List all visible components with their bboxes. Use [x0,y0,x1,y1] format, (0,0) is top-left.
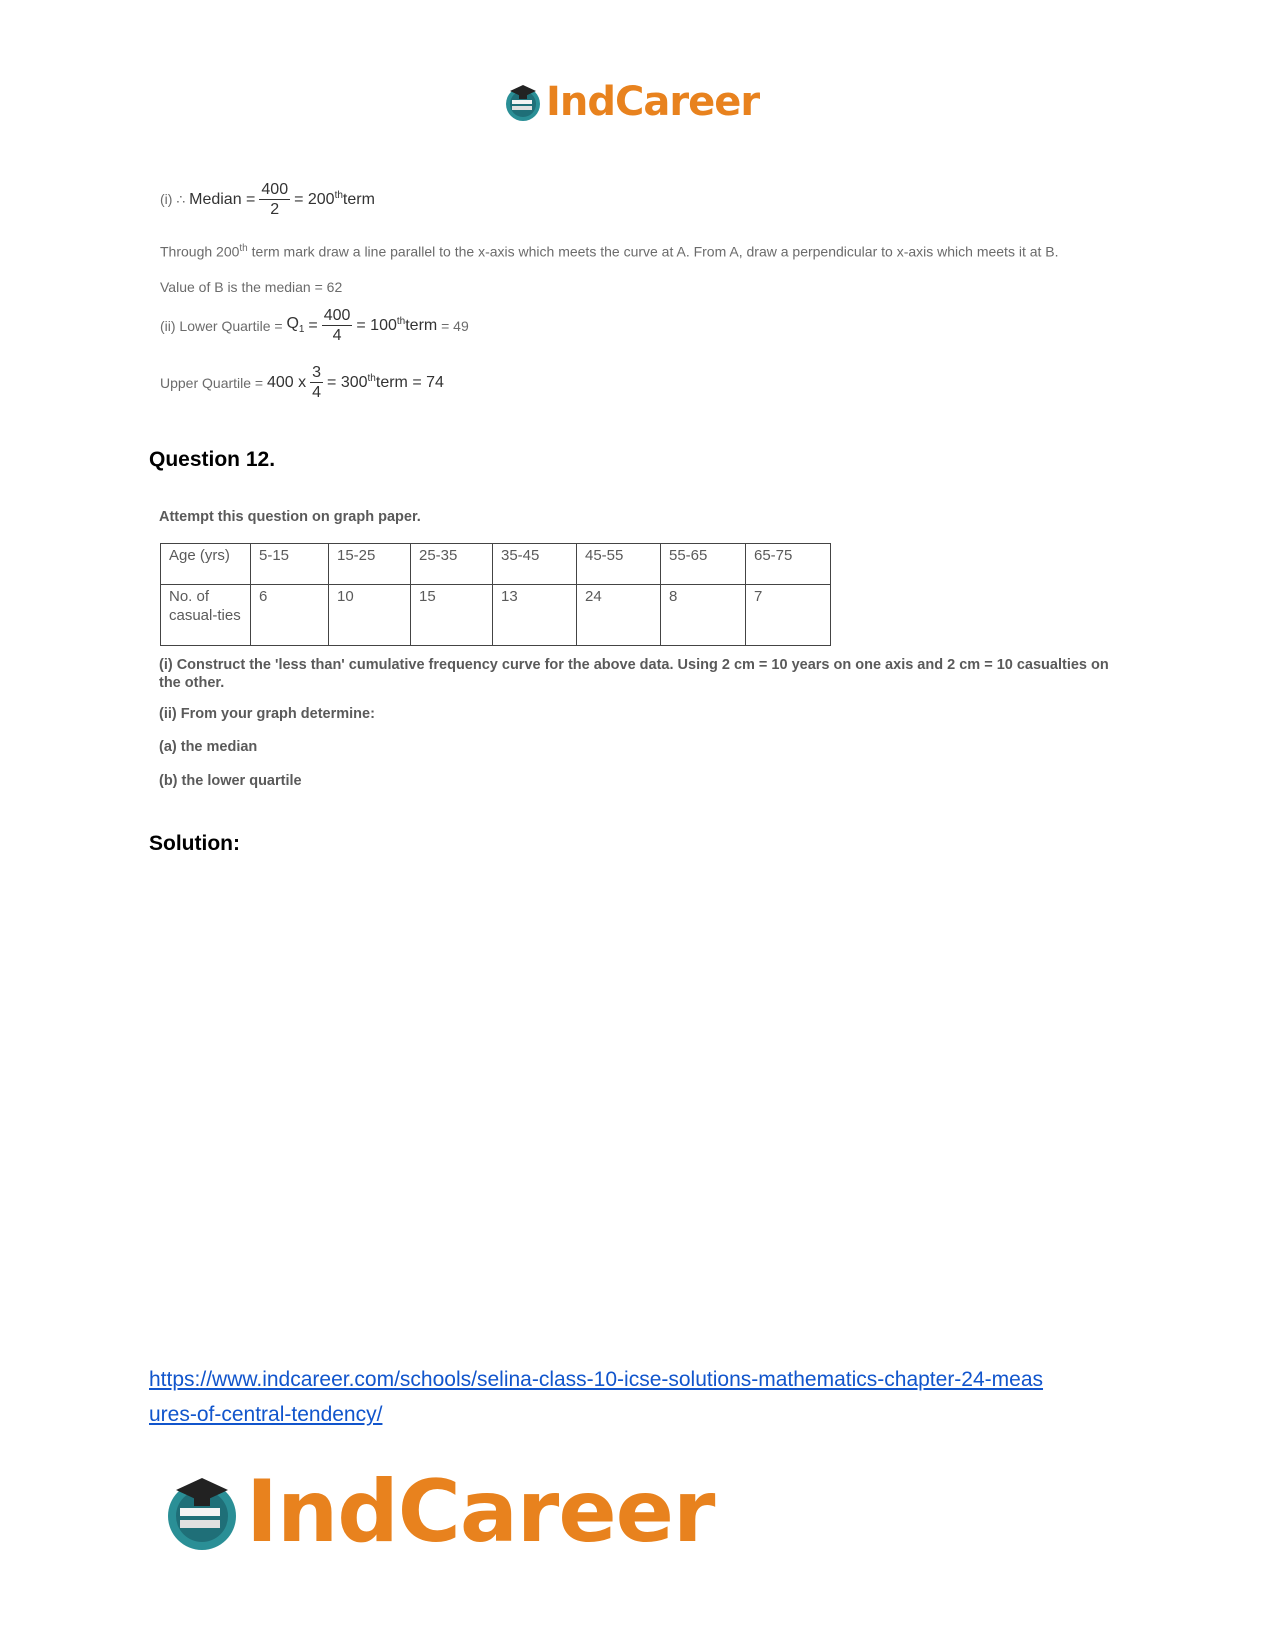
through-sup: th [239,243,248,254]
median-denominator: 2 [270,201,280,218]
question-part-a: (a) the median [159,739,258,755]
median-equals: = 200 [294,190,335,208]
median-prefix: (i) ∴ [160,191,186,207]
lq-q: $Q_1$ [286,315,305,336]
median-label: Median = [189,190,256,208]
question-part-b: (b) the lower quartile [159,773,302,789]
median-fraction [259,180,290,219]
table-cell: 13 [493,585,577,646]
table-cell: No. of casual-ties [161,585,251,646]
brand-wordmark: IndCareer [546,79,760,125]
lq-term: term [405,316,438,334]
table-cell: 55-65 [661,544,746,585]
casualties-table [160,543,831,646]
globe-cap-icon [502,81,544,123]
question-part-ii: (ii) From your graph determine: [159,706,375,722]
table-cell: 35-45 [493,544,577,585]
table-cell: 65-75 [746,544,831,585]
table-cell: 45-55 [577,544,661,585]
table-cell: 15 [411,585,493,646]
median-numerator: 400 [261,181,289,198]
lq-sup: th [396,316,406,327]
median-term: term [342,190,375,208]
table-cell: 6 [251,585,329,646]
table-cell: 10 [329,585,411,646]
median-sup: th [334,190,343,201]
globe-cap-icon [160,1470,244,1554]
question-intro: Attempt this question on graph paper. [159,509,421,525]
uq-fraction [310,363,323,402]
table-row [161,544,831,585]
lq-label: (ii) Lower Quartile = [160,317,283,334]
source-link-line-2[interactable]: ures-of-central-tendency/ [149,1403,383,1426]
uq-eq: = 300 [327,373,368,391]
lower-quartile-line [160,306,469,345]
table-row [161,585,831,646]
lq-eq2: = 100 [356,316,397,334]
table-cell: 15-25 [329,544,411,585]
uq-term: term = 74 [375,373,444,391]
indcareer-logo-bottom [160,1462,714,1562]
table-cell: Age (yrs) [161,544,251,585]
through-post: term mark draw a line parallel to the x-axis which meets the curve at A. From A, draw a perpendicular to x-axis which meets it at B. [247,243,1059,260]
question-heading: Question 12. [149,448,276,471]
table-cell: 25-35 [411,544,493,585]
through-line [160,243,1059,260]
table-cell: 7 [746,585,831,646]
lq-eq1: = [308,316,318,334]
solution-heading: Solution: [149,832,240,855]
table-cell: 24 [577,585,661,646]
brand-wordmark: IndCareer [246,1462,715,1562]
uq-sup: th [367,373,376,384]
through-pre: Through 200 [160,243,240,260]
source-link-line-1[interactable]: https://www.indcareer.com/schools/selina-class-10-icse-solutions-mathematics-chapter-24-meas [149,1368,1044,1391]
lq-fraction [322,306,353,345]
question-part-i: (i) Construct the 'less than' cumulative frequency curve for the above data. Using 2 cm = 10 years on one axis and 2 cm = 10 casualties on the other. [159,657,1109,691]
uq-pre: 400 x [267,373,307,391]
table-cell: 8 [661,585,746,646]
median-line [160,180,375,219]
uq-denominator: 4 [312,384,322,401]
lq-denominator: 4 [332,327,342,344]
indcareer-logo-top [502,78,759,126]
upper-quartile-line [160,363,444,402]
value-b-text: Value of B is the median = 62 [160,279,343,295]
uq-label: Upper Quartile = [160,374,264,391]
lq-result: = 49 [441,317,469,334]
lq-numerator: 400 [323,307,351,324]
table-cell: 5-15 [251,544,329,585]
uq-numerator: 3 [312,364,322,381]
